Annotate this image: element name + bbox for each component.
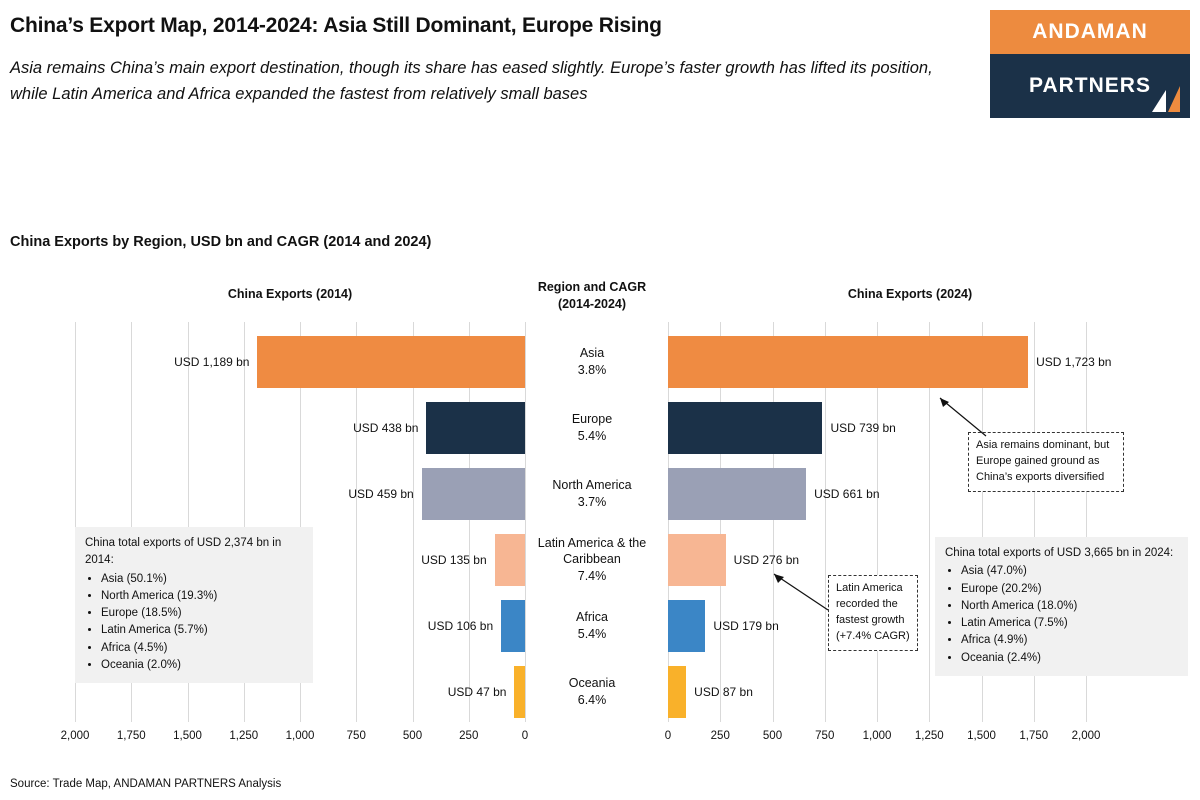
axis-tick-label: 250 [710, 730, 730, 742]
region-label [492, 345, 692, 379]
bar-value-label-2014: USD 1,189 bn [174, 355, 250, 369]
totals-list-item: • Europe (18.5%) [101, 605, 303, 622]
totals-box-2014 [75, 527, 313, 683]
axis-tick-label: 1,000 [285, 730, 315, 742]
totals-list-item: • Oceania (2.0%) [101, 657, 303, 674]
region-name: Oceania [568, 676, 616, 690]
axis-tick-label: 2,000 [1071, 730, 1101, 742]
bar-value-label-2024: USD 661 bn [814, 487, 880, 501]
axis-tick-label: 1,750 [116, 730, 146, 742]
bar-value-label-2024: USD 87 bn [694, 685, 753, 699]
logo-bottom-band [990, 54, 1190, 118]
panel-header-middle-line1: Region and CAGR [537, 280, 647, 294]
bar-value-label-2024: USD 179 bn [713, 619, 779, 633]
axis-tick-label: 1,250 [914, 730, 944, 742]
logo-mark-icon [1150, 80, 1184, 114]
region-cagr: 6.4% [577, 692, 607, 707]
panel-header-middle [492, 279, 692, 313]
panel-header-left: China Exports (2014) [227, 287, 353, 301]
panel-header-right: China Exports (2024) [847, 287, 973, 301]
region-name: Europe [571, 412, 613, 426]
axis-tick-label: 750 [346, 730, 366, 742]
axis-tick-label: 2,000 [60, 730, 90, 742]
axis-tick-label: 1,250 [229, 730, 259, 742]
axis-tick-label: 750 [815, 730, 835, 742]
bar-value-label-2014: USD 106 bn [427, 619, 494, 633]
region-label [492, 535, 692, 586]
region-label [492, 609, 692, 643]
page-title: China’s Export Map, 2014-2024: Asia Still Dominant, Europe Rising [10, 14, 662, 37]
totals-box-2024-list [945, 563, 1178, 667]
page-subtitle: Asia remains China’s main export destination, though its share has eased slightly. Europe’s faster growth has lifted its position, while Latin America and Africa expanded the fastest from relatively small bases [10, 59, 933, 103]
totals-list-item: • North America (18.0%) [961, 598, 1178, 615]
totals-box-2024-heading: China total exports of USD 3,665 bn in 2024: [945, 547, 1174, 559]
region-label [492, 477, 692, 511]
bar-value-label-2014: USD 459 bn [348, 487, 414, 501]
x-axis-2014 [60, 730, 529, 750]
axis-tick-label: 500 [402, 730, 423, 742]
region-label [492, 411, 692, 445]
totals-list-item: • Europe (20.2%) [961, 581, 1178, 598]
region-name: Asia [579, 346, 605, 360]
bar-value-label-2014: USD 47 bn [447, 685, 507, 699]
source-note: Source: Trade Map, ANDAMAN PARTNERS Analysis [10, 778, 282, 790]
region-name: Latin America & the Caribbean [537, 535, 647, 567]
totals-list-item: • Latin America (7.5%) [961, 615, 1178, 632]
totals-list-item: • Latin America (5.7%) [101, 622, 303, 639]
region-cagr: 3.7% [577, 494, 607, 509]
axis-tick-label: 0 [521, 730, 529, 742]
gridline [525, 322, 526, 722]
logo-line-2: PARTNERS [1029, 74, 1151, 97]
chart-title: China Exports by Region, USD bn and CAGR (2014 and 2024) [10, 234, 432, 250]
callout-latin-america: Latin America recorded the fastest growth (+7.4% CAGR) [828, 575, 918, 651]
bar-2014 [257, 336, 525, 388]
totals-box-2014-list [85, 571, 303, 675]
logo-line-1: ANDAMAN [1032, 20, 1148, 43]
axis-tick-label: 1,500 [967, 730, 996, 742]
bar-2024 [668, 336, 1028, 388]
axis-tick-label: 500 [762, 730, 783, 742]
region-label [492, 675, 692, 709]
axis-tick-label: 250 [459, 730, 479, 742]
totals-box-2024 [935, 537, 1188, 676]
totals-list-item: • Africa (4.5%) [101, 640, 303, 657]
totals-list-item: • Asia (47.0%) [961, 563, 1178, 580]
bar-value-label-2014: USD 438 bn [353, 421, 419, 435]
bar-value-label-2024: USD 276 bn [733, 553, 800, 567]
region-cagr: 3.8% [577, 362, 607, 377]
region-name: North America [552, 478, 632, 492]
totals-list-item: • North America (19.3%) [101, 588, 303, 605]
axis-tick-label: 1,000 [862, 730, 892, 742]
bar-value-label-2024: USD 739 bn [830, 421, 896, 435]
totals-list-item: • Oceania (2.4%) [961, 650, 1178, 667]
bar-value-label-2014: USD 135 bn [421, 553, 487, 567]
axis-tick-label: 1,500 [173, 730, 202, 742]
region-cagr: 5.4% [577, 428, 607, 443]
axis-tick-label: 1,750 [1019, 730, 1049, 742]
logo-top-band [990, 10, 1190, 54]
region-cagr: 5.4% [577, 626, 607, 641]
company-logo [990, 10, 1190, 118]
x-axis-2024 [664, 730, 1101, 750]
totals-list-item: • Asia (50.1%) [101, 571, 303, 588]
panel-header-middle-line2: (2014-2024) [557, 296, 627, 311]
region-cagr: 7.4% [577, 569, 607, 584]
bar-value-label-2024: USD 1,723 bn [1036, 355, 1112, 369]
totals-box-2014-heading: China total exports of USD 2,374 bn in 2014: [85, 537, 282, 567]
axis-tick-label: 0 [664, 730, 672, 742]
totals-list-item: • Africa (4.9%) [961, 632, 1178, 649]
callout-asia: Asia remains dominant, but Europe gained ground as China’s exports diversified [968, 432, 1124, 492]
region-name: Africa [576, 610, 608, 624]
